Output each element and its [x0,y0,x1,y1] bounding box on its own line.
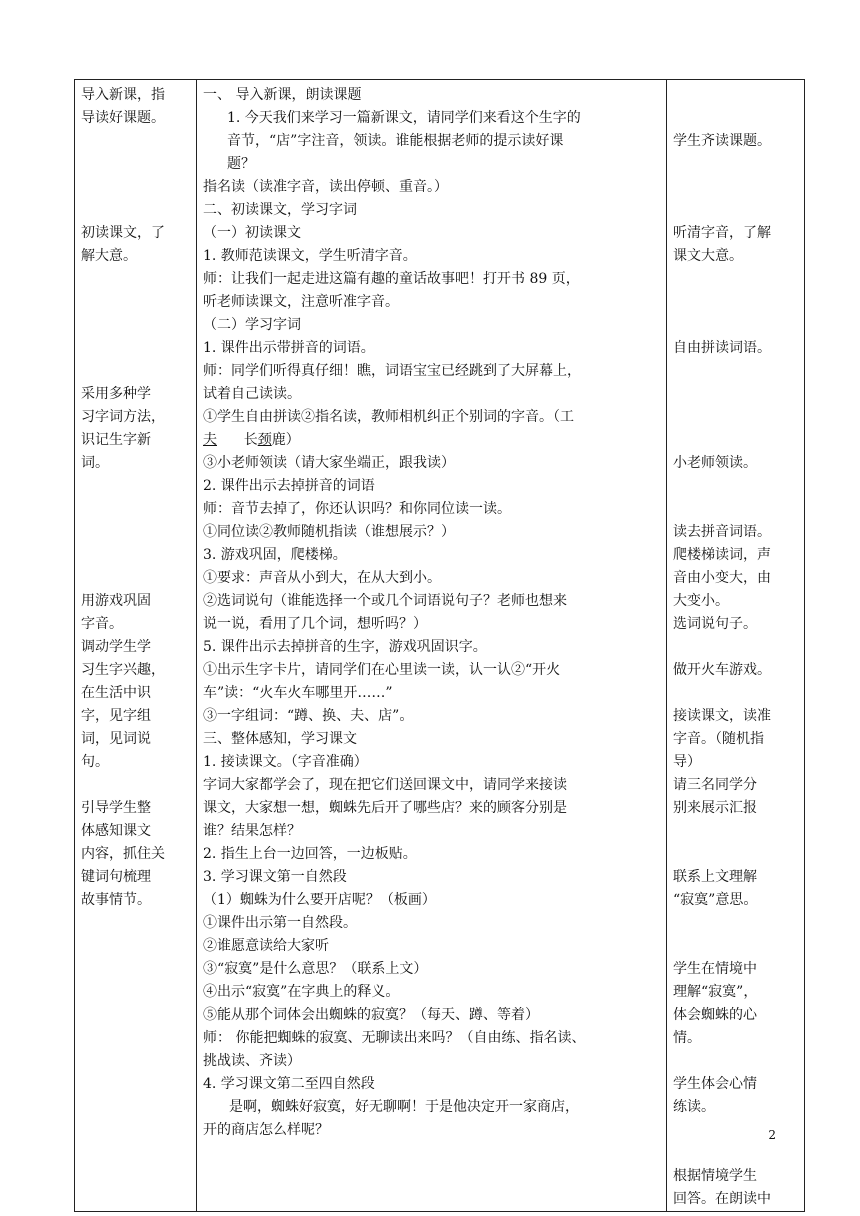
section-heading: 一、 导入新课，朗读课题 [203,87,362,103]
col1-line: 词，见词说 [81,731,151,747]
col1-line: 体感知课文 [81,823,151,839]
col3-line: 练读。 [673,1099,715,1115]
col3-line: “寂寞”意思。 [673,892,758,908]
section-heading: 二、初读课文，学习字词 [203,202,357,218]
text-line: ④出示“寂寞”在字典上的释义。 [203,984,400,1000]
underlined-word: 颈 [257,432,272,448]
col1-line [81,544,191,567]
col1-line: 初读课文，了 [81,225,165,241]
col1-line [81,498,191,521]
col3-line: 字音。（随机指 [673,731,764,747]
col1-line [81,774,191,797]
col1-line: 词。 [81,455,109,471]
col1-line: 习字词方法， [81,409,165,425]
text-line: 1. 今天我们来学习一篇新课文，请同学们来看这个生字的 [227,110,581,126]
col1-line: 采用多种学 [81,386,151,402]
col3-line [673,682,799,705]
col3-line [673,406,799,429]
col1-line: 内容，抓住关 [81,846,165,862]
col1-line: 故事情节。 [81,892,151,908]
col3-line [673,107,799,130]
text-line: ①同位读②教师随机指读（谁想展示？） [203,524,455,540]
text-line: （1）蜘蛛为什么要开店呢？（板画） [203,892,436,908]
col3-line [673,935,799,958]
col3-line: 音由小变大，由 [673,570,771,586]
text-line: 谁？结果怎样？ [203,823,301,839]
col1-line [81,314,191,337]
text-line: 1. 接读课文。（字音准确） [203,754,368,770]
col3-line: 听清字音，了解 [673,225,771,241]
col1-line [81,475,191,498]
text-line: 师： 你能把蜘蛛的寂寞、无聊读出来吗？（自由练、指名读、 [203,1030,586,1046]
col3-line [673,820,799,843]
col3-line: 读去拼音词语。 [673,524,771,540]
word: 鹿） [271,432,300,448]
col3-line [673,291,799,314]
col1-line: 引导学生整 [81,800,151,816]
text-line: 车”读：“火车火车哪里开……” [203,685,393,701]
text-line: ③一字组词：“蹲、换、夫、店”。 [203,708,414,724]
col3-line: 接读课文，读准 [673,708,771,724]
word: 长 [243,432,258,448]
col3-line: 学生齐读课题。 [673,133,771,149]
text-line: 师：让我们一起走进这篇有趣的童话故事吧！打开书 89 页， [203,271,580,287]
text-line: ①学生自由拼读②指名读，教师相机纠正个别词的字音。（工 [203,409,574,425]
col3-line [673,84,799,107]
col3-line: 别来展示汇报 [673,800,757,816]
col3-line: 情。 [673,1030,701,1046]
col3-line [673,498,799,521]
text-line: 3. 学习课文第一自然段 [203,869,347,885]
text-line: 课文，大家想一想，蜘蛛先后开了哪些店？来的顾客分别是 [203,800,567,816]
col3-line [673,429,799,452]
col3-line: 小老师领读。 [673,455,757,471]
col3-line [673,912,799,935]
col1-line [81,199,191,222]
col1-line [81,130,191,153]
col1-line [81,153,191,176]
text-line: 挑战读、齐读） [203,1053,301,1069]
text-line: 3. 游戏巩固，爬楼梯。 [203,547,347,563]
col3-line: 做开火车游戏。 [673,662,771,678]
text-line: ③“寂寞”是什么意思？（联系上文） [203,961,428,977]
subsection-heading: （二）学习字词 [203,317,301,333]
text-line: ⑤能从那个词体会出蜘蛛的寂寞？（每天、蹲、等着） [203,1007,539,1023]
text-line: 1. 课件出示带拼音的词语。 [203,340,375,356]
col1-line: 句。 [81,754,109,770]
col3-line [673,176,799,199]
col3-line: 理解“寂寞”， [673,984,758,1000]
col3-line: 根据情境学生 [673,1168,757,1184]
text-line: 2. 课件出示去掉拼音的词语 [203,478,375,494]
col3-line: 导） [673,754,701,770]
col1-line: 导入新课，指 [81,87,165,103]
col3-line: 选词说句子。 [673,616,757,632]
col1-line: 习生字兴趣， [81,662,165,678]
col1-line [81,567,191,590]
col1-line [81,176,191,199]
col1-line: 用游戏巩固 [81,593,151,609]
text-line: 音节，“店”字注音，领读。谁能根据老师的提示读好课 [227,133,564,149]
text-line: 2. 指生上台一边回答，一边板贴。 [203,846,417,862]
text-line: 4. 学习课文第二至四自然段 [203,1076,375,1092]
text-line: 听老师读课文，注意听准字音。 [203,294,399,310]
text-line: ①课件出示第一自然段。 [203,915,357,931]
col3-line: 大变小。 [673,593,729,609]
col1-line: 导读好课题。 [81,110,165,126]
col3-line: 学生体会心情 [673,1076,757,1092]
col1-line [81,521,191,544]
text-line: 字词大家都学会了，现在把它们送回课文中，请同学来接读 [203,777,567,793]
col1-line: 键词句梳理 [81,869,151,885]
text-line: 师：同学们听得真仔细！瞧，词语宝宝已经跳到了大屏幕上， [203,363,581,379]
col1-line [81,291,191,314]
page-number: 2 [768,1128,776,1142]
text-line: ②谁愿意读给大家听 [203,938,329,954]
teaching-process-column [197,80,667,1212]
col3-line [673,1119,799,1142]
col3-line [673,268,799,291]
col1-line [81,337,191,360]
col3-line: 请三名同学分 [673,777,757,793]
col3-line [673,360,799,383]
col3-line: 自由拼读词语。 [673,340,771,356]
text-line: 师：音节去掉了，你还认识吗？和你同位读一读。 [203,501,511,517]
col1-line: 识记生字新 [81,432,151,448]
col3-line: 体会蜘蛛的心 [673,1007,757,1023]
section-heading: 三、整体感知，学习课文 [203,731,357,747]
col1-line: 解大意。 [81,248,137,264]
col1-line [81,360,191,383]
col3-line: 学生在情境中 [673,961,757,977]
text-line: ①出示生字卡片，请同学们在心里读一读，认一认②“开火 [203,662,561,678]
text-line: ②选词说句（谁能选择一个或几个词语说句子？老师也想来 [203,593,567,609]
lesson-plan-table [74,79,805,1212]
text-line: 5. 课件出示去掉拼音的生字，游戏巩固识字。 [203,639,487,655]
col1-line: 调动学生学 [81,639,151,655]
col3-line [673,1050,799,1073]
text-line: 题？ [227,156,255,172]
text-line: 开的商店怎么样呢？ [203,1122,329,1138]
col3-line [673,383,799,406]
text-line: 是啊，蜘蛛好寂寞，好无聊啊！于是他决定开一家商店， [229,1099,579,1115]
col1-line [81,268,191,291]
col3-line [673,153,799,176]
col3-line: 爬楼梯读词，声 [673,547,771,563]
col3-line [673,475,799,498]
col1-line: 字，见字组 [81,708,151,724]
underlined-word: 夫 [203,432,217,448]
col3-line [673,636,799,659]
design-intent-column [75,80,197,1212]
col3-line: 回答。在朗读中 [673,1191,771,1207]
col3-line [673,1142,799,1165]
col3-line: 课文大意。 [673,248,743,264]
col1-line: 字音。 [81,616,123,632]
text-line: ③小老师领读（请大家坐端正，跟我读） [203,455,455,471]
text-line: 说一说，看用了几个词，想听吗？） [203,616,427,632]
col3-line [673,843,799,866]
col3-line [673,314,799,337]
text-line: 试着自己读读。 [203,386,301,402]
col3-line: 联系上文理解 [673,869,757,885]
col1-line: 在生活中识 [81,685,151,701]
subsection-heading: （一）初读课文 [203,225,301,241]
word-list-line [203,429,661,452]
text-line: 1. 教师范读课文，学生听清字音。 [203,248,417,264]
text-line: 指名读（读准字音，读出停顿、重音。） [203,179,448,195]
col3-line [673,199,799,222]
student-activity-column [667,80,805,1212]
text-line: ①要求：声音从小到大，在从大到小。 [203,570,441,586]
table-row [75,80,805,1212]
